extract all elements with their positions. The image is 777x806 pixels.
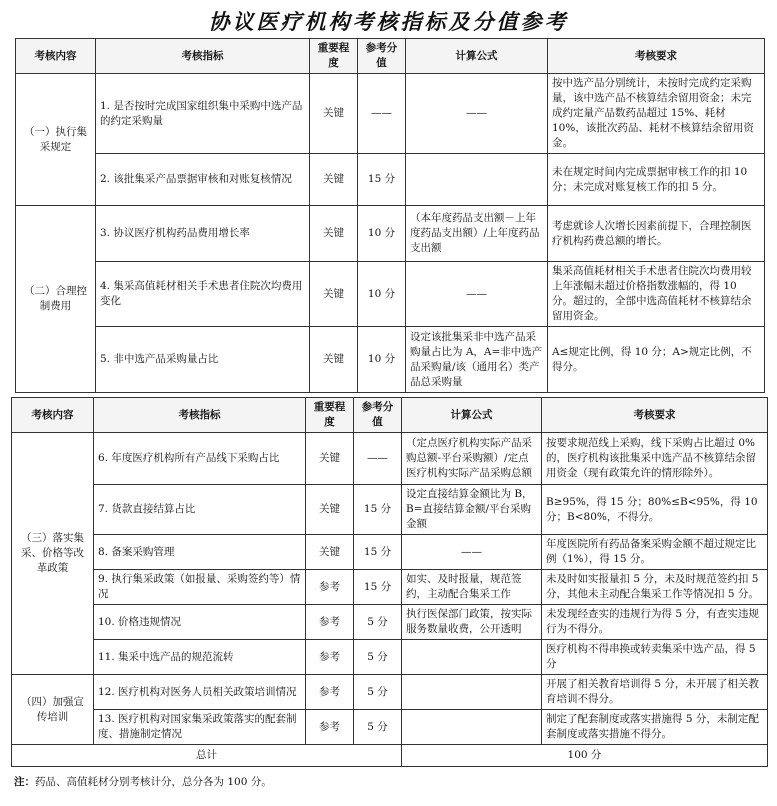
requirement-cell: B≥95%，得 15 分；80%≤B<95%，得 10 分；B<80%，不得分。 bbox=[542, 485, 768, 535]
header-score: 参考分值 bbox=[354, 398, 402, 433]
table-row bbox=[12, 605, 768, 640]
assessment-table-part2 bbox=[11, 397, 768, 767]
formula-cell bbox=[406, 154, 548, 206]
header-requirement: 考核要求 bbox=[548, 39, 765, 74]
importance-cell: 关键 bbox=[306, 535, 354, 570]
requirement-cell: 年度医院所有药品备案采购金额不超过规定比例（1%），得 15 分。 bbox=[542, 535, 768, 570]
importance-cell: 参考 bbox=[306, 675, 354, 710]
score-cell: 15 分 bbox=[354, 570, 402, 605]
header-category: 考核内容 bbox=[12, 398, 94, 433]
importance-cell: 关键 bbox=[310, 154, 358, 206]
formula-cell: —— bbox=[402, 535, 542, 570]
formula-cell: （定点医疗机构实际产品采购总额-平台采购额）/定点医疗机构实际产品采购总额 bbox=[402, 433, 542, 485]
formula-cell: —— bbox=[406, 262, 548, 327]
table-row bbox=[12, 640, 768, 675]
table-row bbox=[12, 535, 768, 570]
requirement-cell: 按中选产品分别统计，未按时完成约定采购量，该中选产品不核算结余留用资金；未完成约定量产品数药品超过 15%、耗材 10%，该批次药品、耗材不核算结余留用资金。 bbox=[548, 74, 765, 154]
table-row bbox=[12, 570, 768, 605]
indicator-cell: 8. 备案采购管理 bbox=[94, 535, 306, 570]
table-row bbox=[12, 675, 768, 710]
score-cell: 10 分 bbox=[358, 327, 406, 393]
table-row bbox=[12, 710, 768, 745]
formula-cell: 执行医保部门政策，按实际服务数量收费，公开透明 bbox=[402, 605, 542, 640]
formula-cell bbox=[402, 640, 542, 675]
table-row bbox=[16, 74, 765, 154]
category-cell: （二）合理控制费用 bbox=[16, 206, 96, 393]
formula-cell: 设定该批集采非中选产品采购量占比为 A，A=非中选产品采购量/该（通用名）类产品总采购量 bbox=[406, 327, 548, 393]
footnote-label: 注： bbox=[14, 776, 35, 788]
table-row bbox=[16, 262, 765, 327]
table-row bbox=[16, 154, 765, 206]
header-requirement: 考核要求 bbox=[542, 398, 768, 433]
indicator-cell: 1. 是否按时完成国家组织集中采购中选产品的约定采购量 bbox=[96, 74, 310, 154]
score-cell: 15 分 bbox=[354, 535, 402, 570]
indicator-cell: 6. 年度医疗机构所有产品线下采购占比 bbox=[94, 433, 306, 485]
requirement-cell: 未及时如实报量扣 5 分，未及时规范签约扣 5 分，其他未主动配合集采工作等情况扣 5 分。 bbox=[542, 570, 768, 605]
category-cell: （一）执行集采规定 bbox=[16, 74, 96, 206]
header-importance: 重要程度 bbox=[306, 398, 354, 433]
score-cell: 5 分 bbox=[354, 675, 402, 710]
header-formula: 计算公式 bbox=[402, 398, 542, 433]
footnote-text: 药品、高值耗材分别考核计分，总分各为 100 分。 bbox=[35, 776, 272, 788]
importance-cell: 参考 bbox=[306, 570, 354, 605]
total-label: 总计 bbox=[12, 745, 402, 767]
formula-cell: —— bbox=[406, 74, 548, 154]
score-cell: 15 分 bbox=[358, 154, 406, 206]
importance-cell: 参考 bbox=[306, 710, 354, 745]
requirement-cell: 按要求规范线上采购，线下采购占比超过 0%的，医疗机构该批集采中选产品不核算结余留用资金（现有政策允许的情形除外）。 bbox=[542, 433, 768, 485]
total-value: 100 分 bbox=[402, 745, 768, 767]
score-cell: —— bbox=[358, 74, 406, 154]
importance-cell: 关键 bbox=[310, 262, 358, 327]
table-row bbox=[12, 433, 768, 485]
importance-cell: 关键 bbox=[310, 74, 358, 154]
table-header-row bbox=[12, 398, 768, 433]
assessment-table-part1 bbox=[15, 38, 765, 393]
formula-cell: 如实、及时报量，规范签约，主动配合集采工作 bbox=[402, 570, 542, 605]
score-cell: 5 分 bbox=[354, 710, 402, 745]
formula-cell bbox=[402, 710, 542, 745]
score-cell: 5 分 bbox=[354, 605, 402, 640]
table-row bbox=[16, 327, 765, 393]
score-cell: 15 分 bbox=[354, 485, 402, 535]
importance-cell: 参考 bbox=[306, 605, 354, 640]
requirement-cell: 开展了相关教育培训得 5 分，未开展了相关教育培训不得分。 bbox=[542, 675, 768, 710]
indicator-cell: 2. 该批集采产品票据审核和对账复核情况 bbox=[96, 154, 310, 206]
importance-cell: 关键 bbox=[310, 206, 358, 262]
requirement-cell: A≤规定比例，得 10 分；A>规定比例，不得分。 bbox=[548, 327, 765, 393]
category-cell: （三）落实集采、价格等改革政策 bbox=[12, 433, 94, 675]
indicator-cell: 9. 执行集采政策（如报量、采购签约等）情况 bbox=[94, 570, 306, 605]
importance-cell: 关键 bbox=[306, 433, 354, 485]
importance-cell: 关键 bbox=[306, 485, 354, 535]
total-row bbox=[12, 745, 768, 767]
table-row bbox=[16, 206, 765, 262]
header-indicator: 考核指标 bbox=[96, 39, 310, 74]
score-cell: 10 分 bbox=[358, 262, 406, 327]
footnote bbox=[14, 774, 272, 789]
indicator-cell: 11. 集采中选产品的规范流转 bbox=[94, 640, 306, 675]
score-cell: —— bbox=[354, 433, 402, 485]
importance-cell: 参考 bbox=[306, 640, 354, 675]
formula-cell: 设定直接结算金额比为 B，B=直接结算金额/平台采购金额 bbox=[402, 485, 542, 535]
header-category: 考核内容 bbox=[16, 39, 96, 74]
page-title: 协议医疗机构考核指标及分值参考 bbox=[208, 9, 569, 34]
formula-cell bbox=[402, 675, 542, 710]
score-cell: 5 分 bbox=[354, 640, 402, 675]
requirement-cell: 集采高值耗材相关手术患者住院次均费用较上年涨幅未超过价格指数涨幅的，得 10 分。超过的，全部中选高值耗材不核算结余留用资金。 bbox=[548, 262, 765, 327]
indicator-cell: 3. 协议医疗机构药品费用增长率 bbox=[96, 206, 310, 262]
category-cell: （四）加强宣传培训 bbox=[12, 675, 94, 745]
requirement-cell: 医疗机构不得串换或转卖集采中选产品，得 5 分 bbox=[542, 640, 768, 675]
header-indicator: 考核指标 bbox=[94, 398, 306, 433]
requirement-cell: 未在规定时间内完成票据审核工作的扣 10 分；未完成对账复核工作的扣 5 分。 bbox=[548, 154, 765, 206]
indicator-cell: 5. 非中选产品采购量占比 bbox=[96, 327, 310, 393]
importance-cell: 关键 bbox=[310, 327, 358, 393]
requirement-cell: 未发现经查实的违规行为得 5 分，有查实违规行为不得分。 bbox=[542, 605, 768, 640]
indicator-cell: 10. 价格违规情况 bbox=[94, 605, 306, 640]
indicator-cell: 4. 集采高值耗材相关手术患者住院次均费用变化 bbox=[96, 262, 310, 327]
table-header-row bbox=[16, 39, 765, 74]
table-row bbox=[12, 485, 768, 535]
requirement-cell: 考虑就诊人次增长因素前提下，合理控制医疗机构药费总额的增长。 bbox=[548, 206, 765, 262]
header-importance: 重要程度 bbox=[310, 39, 358, 74]
indicator-cell: 13. 医疗机构对国家集采政策落实的配套制度、措施制定情况 bbox=[94, 710, 306, 745]
indicator-cell: 7. 货款直接结算占比 bbox=[94, 485, 306, 535]
requirement-cell: 制定了配套制度或落实措施得 5 分，未制定配套制度或落实措施不得分。 bbox=[542, 710, 768, 745]
header-score: 参考分值 bbox=[358, 39, 406, 74]
indicator-cell: 12. 医疗机构对医务人员相关政策培训情况 bbox=[94, 675, 306, 710]
formula-cell: （本年度药品支出额－上年度药品支出额）/上年度药品支出额 bbox=[406, 206, 548, 262]
header-formula: 计算公式 bbox=[406, 39, 548, 74]
score-cell: 10 分 bbox=[358, 206, 406, 262]
